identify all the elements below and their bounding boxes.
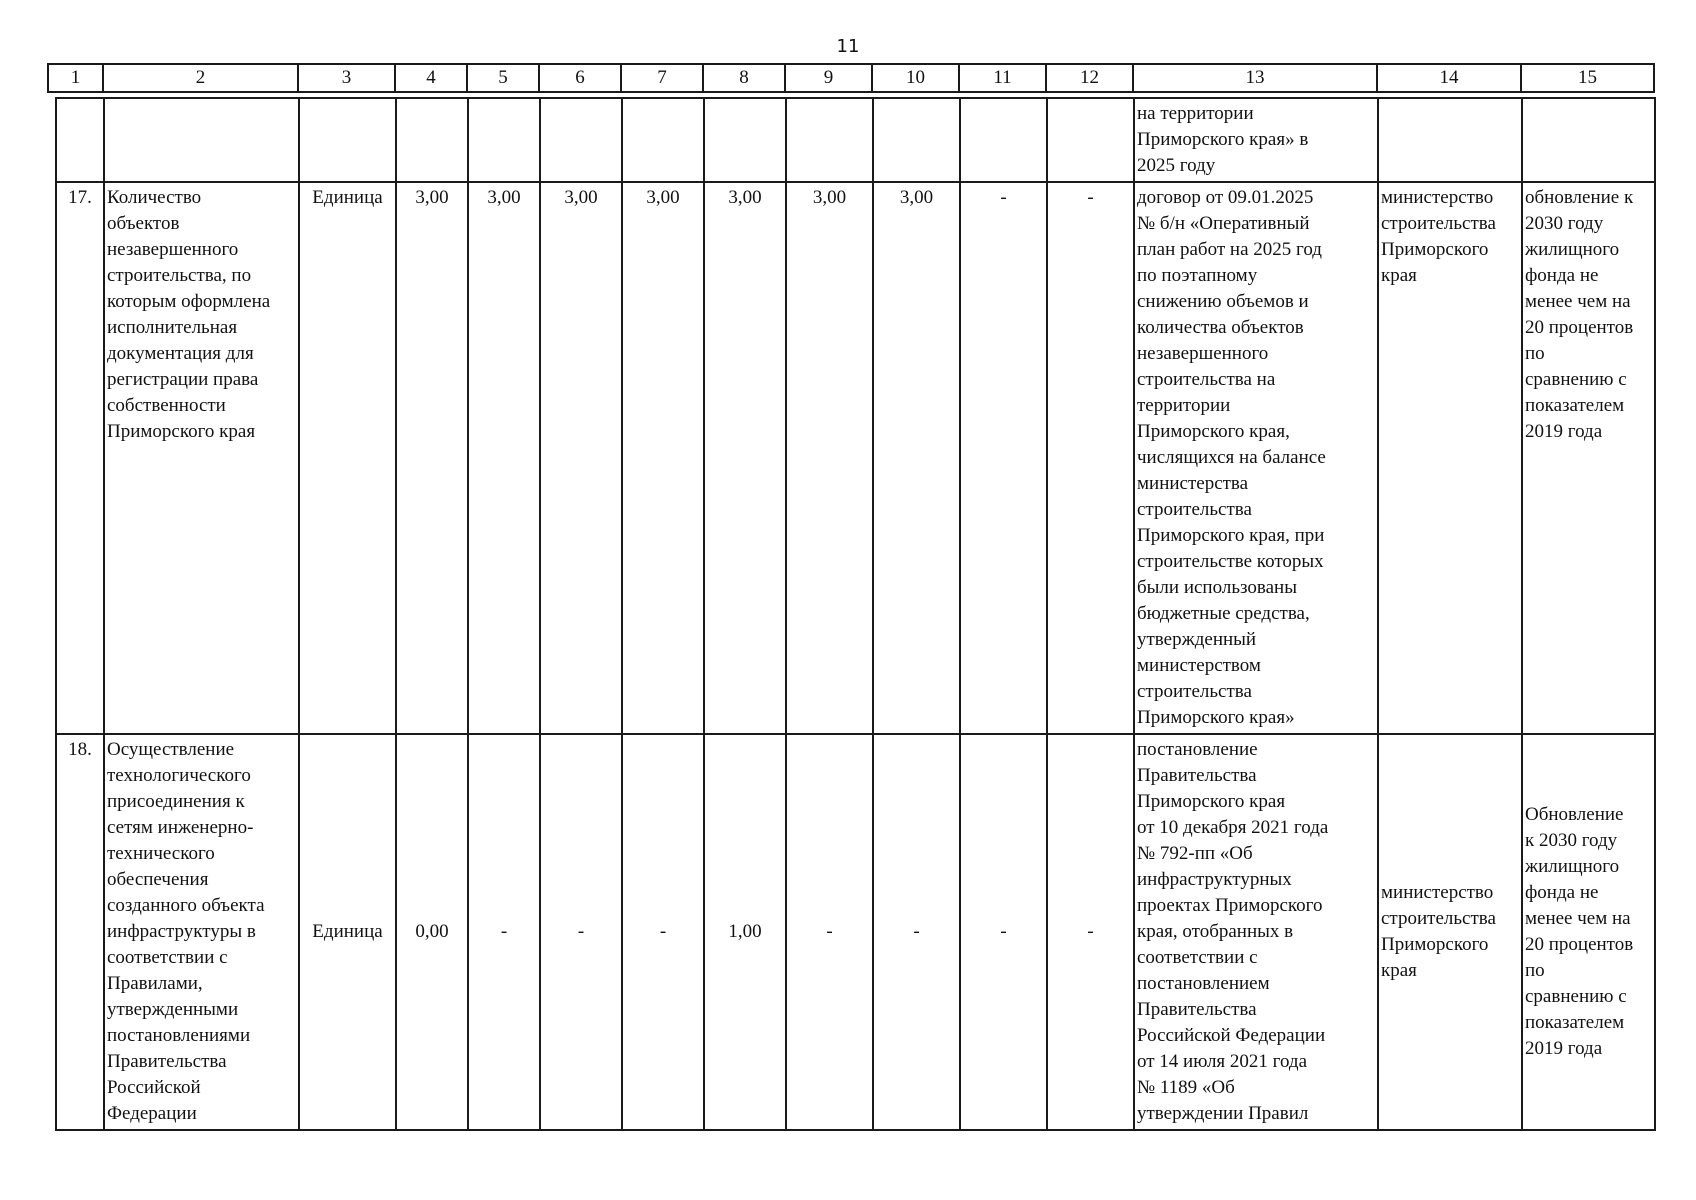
column-header: 4 xyxy=(395,64,467,92)
value-cell: - xyxy=(540,734,622,1130)
column-header: 15 xyxy=(1521,64,1654,92)
table-cell xyxy=(540,98,622,182)
document-cell xyxy=(1134,734,1378,1130)
column-header: 13 xyxy=(1133,64,1377,92)
row-number: 18. xyxy=(56,734,104,1130)
table-cell xyxy=(468,98,540,182)
page-number: 11 xyxy=(836,36,860,57)
value-cell: 1,00 xyxy=(704,734,786,1130)
table-cell xyxy=(1047,98,1134,182)
table-cell xyxy=(873,98,960,182)
unit-cell: Единица xyxy=(299,734,396,1130)
value-cell: - xyxy=(1047,182,1134,734)
table-cell xyxy=(1522,98,1655,182)
responsible-text: министерство строительства Приморского края xyxy=(1381,187,1496,286)
column-header: 6 xyxy=(539,64,621,92)
responsible-cell xyxy=(1378,182,1522,734)
column-header: 8 xyxy=(703,64,785,92)
value-cell: - xyxy=(622,734,704,1130)
table-cell xyxy=(104,98,299,182)
table-row xyxy=(56,734,1655,1130)
value-cell: 3,00 xyxy=(786,182,873,734)
indicator-name-cell xyxy=(104,182,299,734)
column-header: 7 xyxy=(621,64,703,92)
indicators-table xyxy=(55,97,1656,1131)
value-cell: - xyxy=(960,182,1047,734)
table-cell xyxy=(1378,98,1522,182)
document-cell xyxy=(1134,182,1378,734)
value-cell: - xyxy=(960,734,1047,1130)
table-cell xyxy=(396,98,468,182)
value-cell: - xyxy=(1047,734,1134,1130)
row-number: 17. xyxy=(56,182,104,734)
column-header: 11 xyxy=(959,64,1046,92)
document-cell xyxy=(1134,98,1378,182)
unit-cell: Единица xyxy=(299,182,396,734)
value-cell: 3,00 xyxy=(704,182,786,734)
column-header: 1 xyxy=(48,64,103,92)
value-cell: - xyxy=(786,734,873,1130)
document-text: договор от 09.01.2025 № б/н «Оперативный план работ на 2025 год по поэтапному снижению объемов и количества объектов незавершенного строительства на территории Приморского края, числящихся на балансе министерства строительства Приморского края, при строительстве которых были использованы бюджетные средства, утвержденный министерством строительства Приморского края» xyxy=(1137,187,1326,728)
goal-cell xyxy=(1522,182,1655,734)
column-header: 14 xyxy=(1377,64,1521,92)
column-header: 5 xyxy=(467,64,539,92)
table-cell xyxy=(622,98,704,182)
document-text: на территории Приморского края» в 2025 году xyxy=(1137,103,1309,176)
value-cell: 3,00 xyxy=(540,182,622,734)
document-text: постановление Правительства Приморского края от 10 декабря 2021 года № 792-пп «Об инфраструктурных проектах Приморского края, отобранных в соответствии с постановлением Правительства Российской Федерации от 14 июля 2021 года № 1189 «Об утверждении Правил xyxy=(1137,739,1329,1124)
table-cell xyxy=(960,98,1047,182)
value-cell: - xyxy=(468,734,540,1130)
goal-text: обновление к 2030 году жилищного фонда не менее чем на 20 процентов по сравнению с показателем 2019 года xyxy=(1525,187,1634,442)
value-cell: 3,00 xyxy=(468,182,540,734)
column-header: 3 xyxy=(298,64,395,92)
column-header-table xyxy=(47,63,1655,93)
column-header: 12 xyxy=(1046,64,1133,92)
value-cell: 3,00 xyxy=(873,182,960,734)
indicator-name: Количество объектов незавершенного строительства, по которым оформлена исполнительная документация для регистрации права собственности Приморского края xyxy=(107,187,271,442)
column-header: 2 xyxy=(103,64,298,92)
responsible-text: министерство строительства Приморского края xyxy=(1381,882,1496,981)
table-row xyxy=(56,182,1655,734)
value-cell: - xyxy=(873,734,960,1130)
value-cell: 3,00 xyxy=(622,182,704,734)
table-cell xyxy=(786,98,873,182)
indicator-name-cell xyxy=(104,734,299,1130)
table-cell xyxy=(56,98,104,182)
responsible-cell xyxy=(1378,734,1522,1130)
value-cell: 0,00 xyxy=(396,734,468,1130)
continuation-row xyxy=(56,98,1655,182)
goal-cell xyxy=(1522,734,1655,1130)
column-header: 9 xyxy=(785,64,872,92)
column-header: 10 xyxy=(872,64,959,92)
indicator-name: Осуществление технологического присоединения к сетям инженерно- технического обеспечения созданного объекта инфраструктуры в соответствии с Правилами, утвержденными постановлениями Правительства Российской Федерации xyxy=(107,739,265,1124)
table-cell xyxy=(299,98,396,182)
column-header-row xyxy=(48,64,1654,92)
value-cell: 3,00 xyxy=(396,182,468,734)
table-cell xyxy=(704,98,786,182)
goal-text: Обновление к 2030 году жилищного фонда не менее чем на 20 процентов по сравнению с показателем 2019 года xyxy=(1525,804,1634,1059)
